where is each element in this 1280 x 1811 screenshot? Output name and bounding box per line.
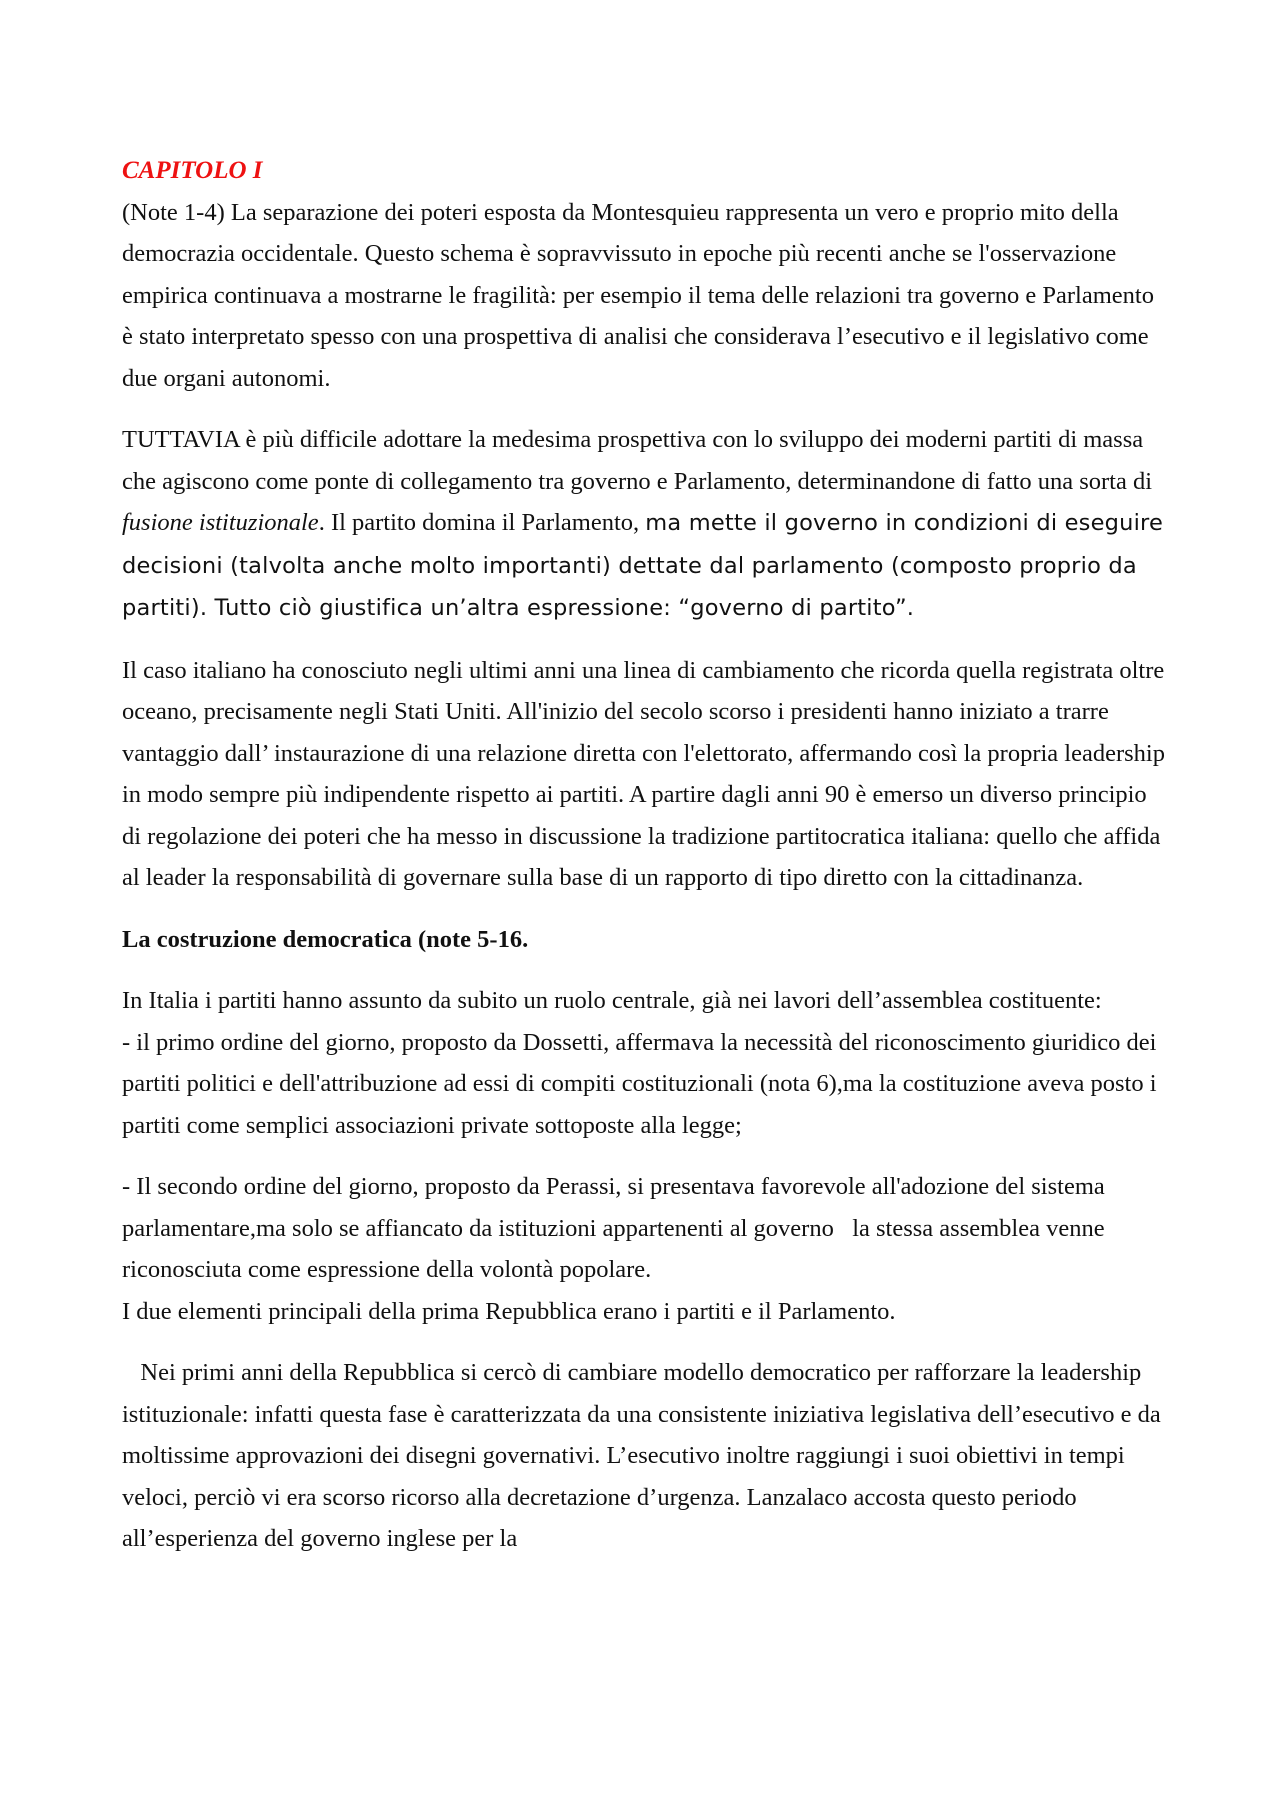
paragraph-tuttavia-text-b: . Il partito domina il Parlamento, (318, 509, 646, 536)
paragraph-intro: (Note 1-4) La separazione dei poteri esposta da Montesquieu rappresenta un vero e proprio mito della democrazia occidentale. Questo schema è sopravvissuto in epoche più recenti anche se l'osservazione empirica continuava a mostrarne le fragilità: per esempio il tema delle relazioni tra governo e Parlamento è stato interpretato spesso con una prospettiva di analisi che considerava l’esecutivo e il legislativo come due organi autonomi. (122, 198, 1154, 392)
paragraph-perassi: - Il secondo ordine del giorno, proposto da Perassi, si presentava favorevole all'adozione del sistema parlamentare,ma solo se affiancato da istituzioni appartenenti al governo la stessa assemblea venne riconosciuta come espressione della volontà popolare. (122, 1173, 1111, 1283)
paragraph-primi-anni: Nei primi anni della Repubblica si cercò di cambiare modello democratico per rafforzare la leadership istituzionale: infatti questa fase è caratterizzata da una consistente iniziativa legislativa dell’esecutivo e da moltissime approvazioni dei disegni governativi. L’esecutivo inoltre raggiungi i suoi obiettivi in tempi veloci, perciò vi era scorso ricorso alla decretazione d’urgenza. Lanzalaco accosta questo periodo all’esperienza del governo inglese per la (122, 1359, 1167, 1552)
paragraph-tuttavia (122, 419, 1167, 630)
document-page (122, 150, 1167, 1580)
paragraph-tuttavia-emphasis: fusione istituzionale (122, 509, 319, 536)
paragraph-tuttavia-sans-text: ma mette il governo in condizioni di eseguire decisioni (talvolta anche molto importanti) dettate dal parlamento (composto proprio da partiti). Tutto ciò giustifica un’altra espressione: “governo di partito”. (122, 510, 1164, 621)
chapter-title: CAPITOLO I (122, 157, 263, 184)
section-heading: La costruzione democratica (note 5-16. (122, 925, 529, 953)
paragraph-elementi: I due elementi principali della prima Repubblica erano i partiti e il Parlamento. (122, 1297, 896, 1325)
paragraph-caso-italiano: Il caso italiano ha conosciuto negli ultimi anni una linea di cambiamento che ricorda quella registrata oltre oceano, precisamente negli Stati Uniti. All'inizio del secolo scorso i presidenti hanno iniziato a trarre vantaggio dall’ instaurazione di una relazione diretta con l'elettorato, affermando così la propria leadership in modo sempre più indipendente rispetto ai partiti. A partire dagli anni 90 è emerso un diverso principio di regolazione dei poteri che ha messo in discussione la tradizione partitocratica italiana: quello che affida al leader la responsabilità di governare sulla base di un rapporto di tipo diretto con la cittadinanza. (122, 656, 1165, 891)
paragraph-dossetti: - il primo ordine del giorno, proposto da Dossetti, affermava la necessità del riconoscimento giuridico dei partiti politici e dell'attribuzione ad essi di compiti costituzionali (nota 6),ma la costituzione aveva posto i partiti come semplici associazioni private sottoposte alla legge; (122, 1028, 1157, 1139)
paragraph-italia-partiti: In Italia i partiti hanno assunto da subito un ruolo centrale, già nei lavori dell’assemblea costituente: (122, 987, 1102, 1014)
paragraph-tuttavia-text-a: TUTTAVIA è più difficile adottare la medesima prospettiva con lo sviluppo dei moderni partiti di massa che agiscono come ponte di collegamento tra governo e Parlamento, determinandone di fatto una sorta di (122, 426, 1153, 495)
